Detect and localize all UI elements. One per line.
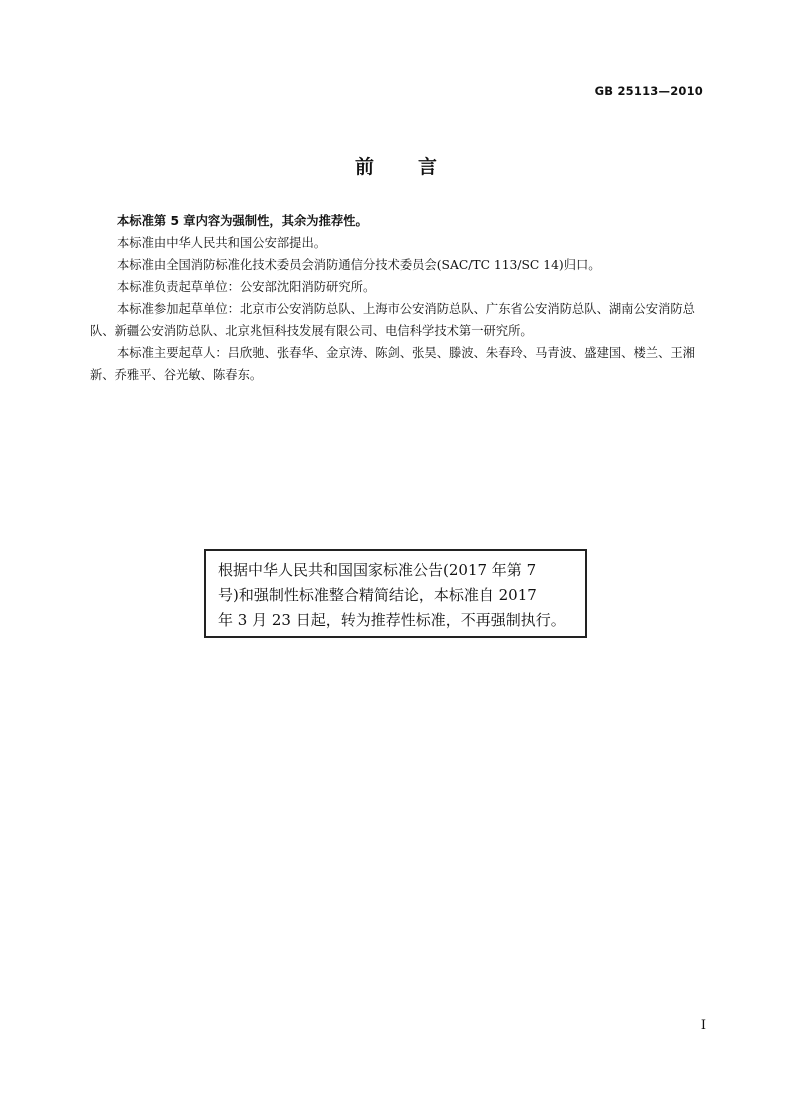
paragraph-mandatory-note: 本标准第 5 章内容为强制性，其余为推荐性。 <box>117 214 368 228</box>
paragraph-participating-units: 本标准参加起草单位：北京市公安消防总队、上海市公安消防总队、广东省公安消防总队、湖南公安消防总队、新疆公安消防总队、北京兆恒科技发展有限公司、电信科学技术第一研究所。 <box>90 302 695 338</box>
notice-line: 年 3 月 23 日起，转为推荐性标准，不再强制执行。 <box>218 611 566 629</box>
page-number: I <box>700 1018 706 1033</box>
paragraph-drafting-unit: 本标准负责起草单位：公安部沈阳消防研究所。 <box>117 280 376 294</box>
page-title: 前言 <box>354 156 481 178</box>
paragraph-drafters: 本标准主要起草人：吕欣驰、张春华、金京涛、陈剑、张昊、滕波、朱春玲、马青波、盛建国、楼兰、王湘新、乔雅平、谷光敏、陈春东。 <box>90 346 695 382</box>
notice-line: 根据中华人民共和国国家标准公告(2017 年第 7 <box>218 561 537 579</box>
notice-box <box>204 549 587 638</box>
notice-line: 号)和强制性标准整合精简结论，本标准自 2017 <box>218 586 537 604</box>
paragraph-administrator: 本标准由全国消防标准化技术委员会消防通信分技术委员会(SAC/TC 113/SC 14)归口。 <box>117 258 601 272</box>
paragraph-proposer: 本标准由中华人民共和国公安部提出。 <box>117 236 327 250</box>
foreword-body <box>90 210 704 386</box>
standard-code: GB 25113—2010 <box>594 84 703 98</box>
